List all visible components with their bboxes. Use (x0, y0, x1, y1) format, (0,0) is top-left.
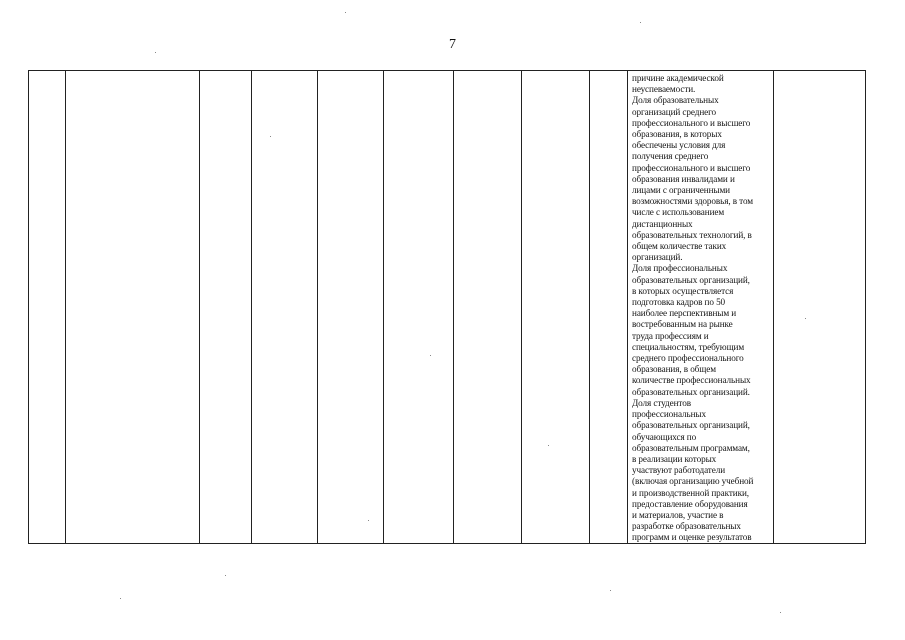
cell-text-line: профессионального и высшего (632, 162, 751, 173)
cell-text-line: программ и оценке результатов (632, 532, 752, 543)
scan-speck (368, 520, 369, 521)
cell-text-line: и материалов, участие в (632, 509, 724, 520)
cell-text-line: и производственной практики, (632, 487, 749, 498)
cell-text-line: лицами с ограниченными (632, 185, 731, 196)
column-divider (65, 71, 66, 543)
cell-text-line: профессиональных (632, 409, 706, 420)
cell-text-line: образовательных организаций, (632, 274, 750, 285)
cell-text-line: организаций среднего (632, 106, 717, 117)
cell-text-line: (включая организацию учебной (632, 476, 754, 487)
cell-text-line: неуспеваемости. (632, 84, 696, 95)
cell-text-line: Доля профессиональных (632, 263, 728, 274)
scan-speck (225, 575, 226, 576)
scan-speck (610, 590, 611, 591)
cell-text-line: в которых осуществляется (632, 285, 734, 296)
scan-speck (805, 318, 806, 319)
column-divider (589, 71, 590, 543)
scan-speck (345, 12, 346, 13)
cell-text-line: обеспечены условия для (632, 140, 726, 151)
cell-text-line: в реализации которых (632, 453, 717, 464)
indicator-description-cell (632, 73, 772, 544)
column-divider (251, 71, 252, 543)
column-divider (627, 71, 628, 543)
scan-speck (270, 136, 271, 137)
cell-text-line: образования, в общем (632, 364, 716, 375)
column-divider (383, 71, 384, 543)
scan-speck (120, 598, 121, 599)
cell-text-line: причине академической (632, 73, 724, 83)
column-divider (453, 71, 454, 543)
cell-text-line: числе с использованием (632, 207, 725, 218)
cell-text-line: подготовка кадров по 50 (632, 297, 726, 308)
cell-text-line: разработке образовательных (632, 521, 741, 532)
cell-text-line: Доля студентов (632, 397, 691, 408)
cell-text-line: специальностям, требующим (632, 341, 745, 352)
cell-text-line: образования инвалидами и (632, 173, 735, 184)
cell-text-line: участвуют работодатели (632, 465, 726, 476)
cell-text-line: образовательных организаций, (632, 420, 750, 431)
cell-text-line: наиболее перспективным и (632, 308, 737, 319)
cell-text-line: обучающихся по (632, 431, 697, 442)
cell-text-line: организаций. (632, 252, 683, 263)
column-divider (521, 71, 522, 543)
cell-text-line: среднего профессионального (632, 353, 744, 364)
page-number: 7 (449, 37, 456, 52)
scan-speck (155, 52, 156, 53)
cell-text-line: труда профессиям и (632, 330, 709, 341)
column-divider (199, 71, 200, 543)
cell-text-line: возможностями здоровья, в том (632, 196, 753, 207)
cell-text-line: количестве профессиональных (632, 375, 751, 386)
cell-text-line: дистанционных (632, 218, 693, 229)
cell-text-line: профессионального и высшего (632, 117, 751, 128)
scan-speck (640, 22, 641, 23)
column-divider (773, 71, 774, 543)
cell-text-line: получения среднего (632, 151, 709, 162)
scan-speck (780, 612, 781, 613)
cell-text-line: востребованным на рынке (632, 319, 733, 330)
column-divider (317, 71, 318, 543)
scan-speck (430, 355, 431, 356)
cell-text-line: образования, в которых (632, 129, 722, 140)
cell-text-line: предоставление оборудования (632, 498, 748, 509)
cell-text-line: образовательных организаций. (632, 386, 750, 397)
cell-text-line: образовательным программам, (632, 442, 750, 453)
cell-text-line: общем количестве таких (632, 241, 727, 252)
scan-speck (548, 445, 549, 446)
cell-text-line: Доля образовательных (632, 95, 719, 106)
cell-text-line: образовательных технологий, в (632, 229, 752, 240)
table (28, 70, 866, 544)
